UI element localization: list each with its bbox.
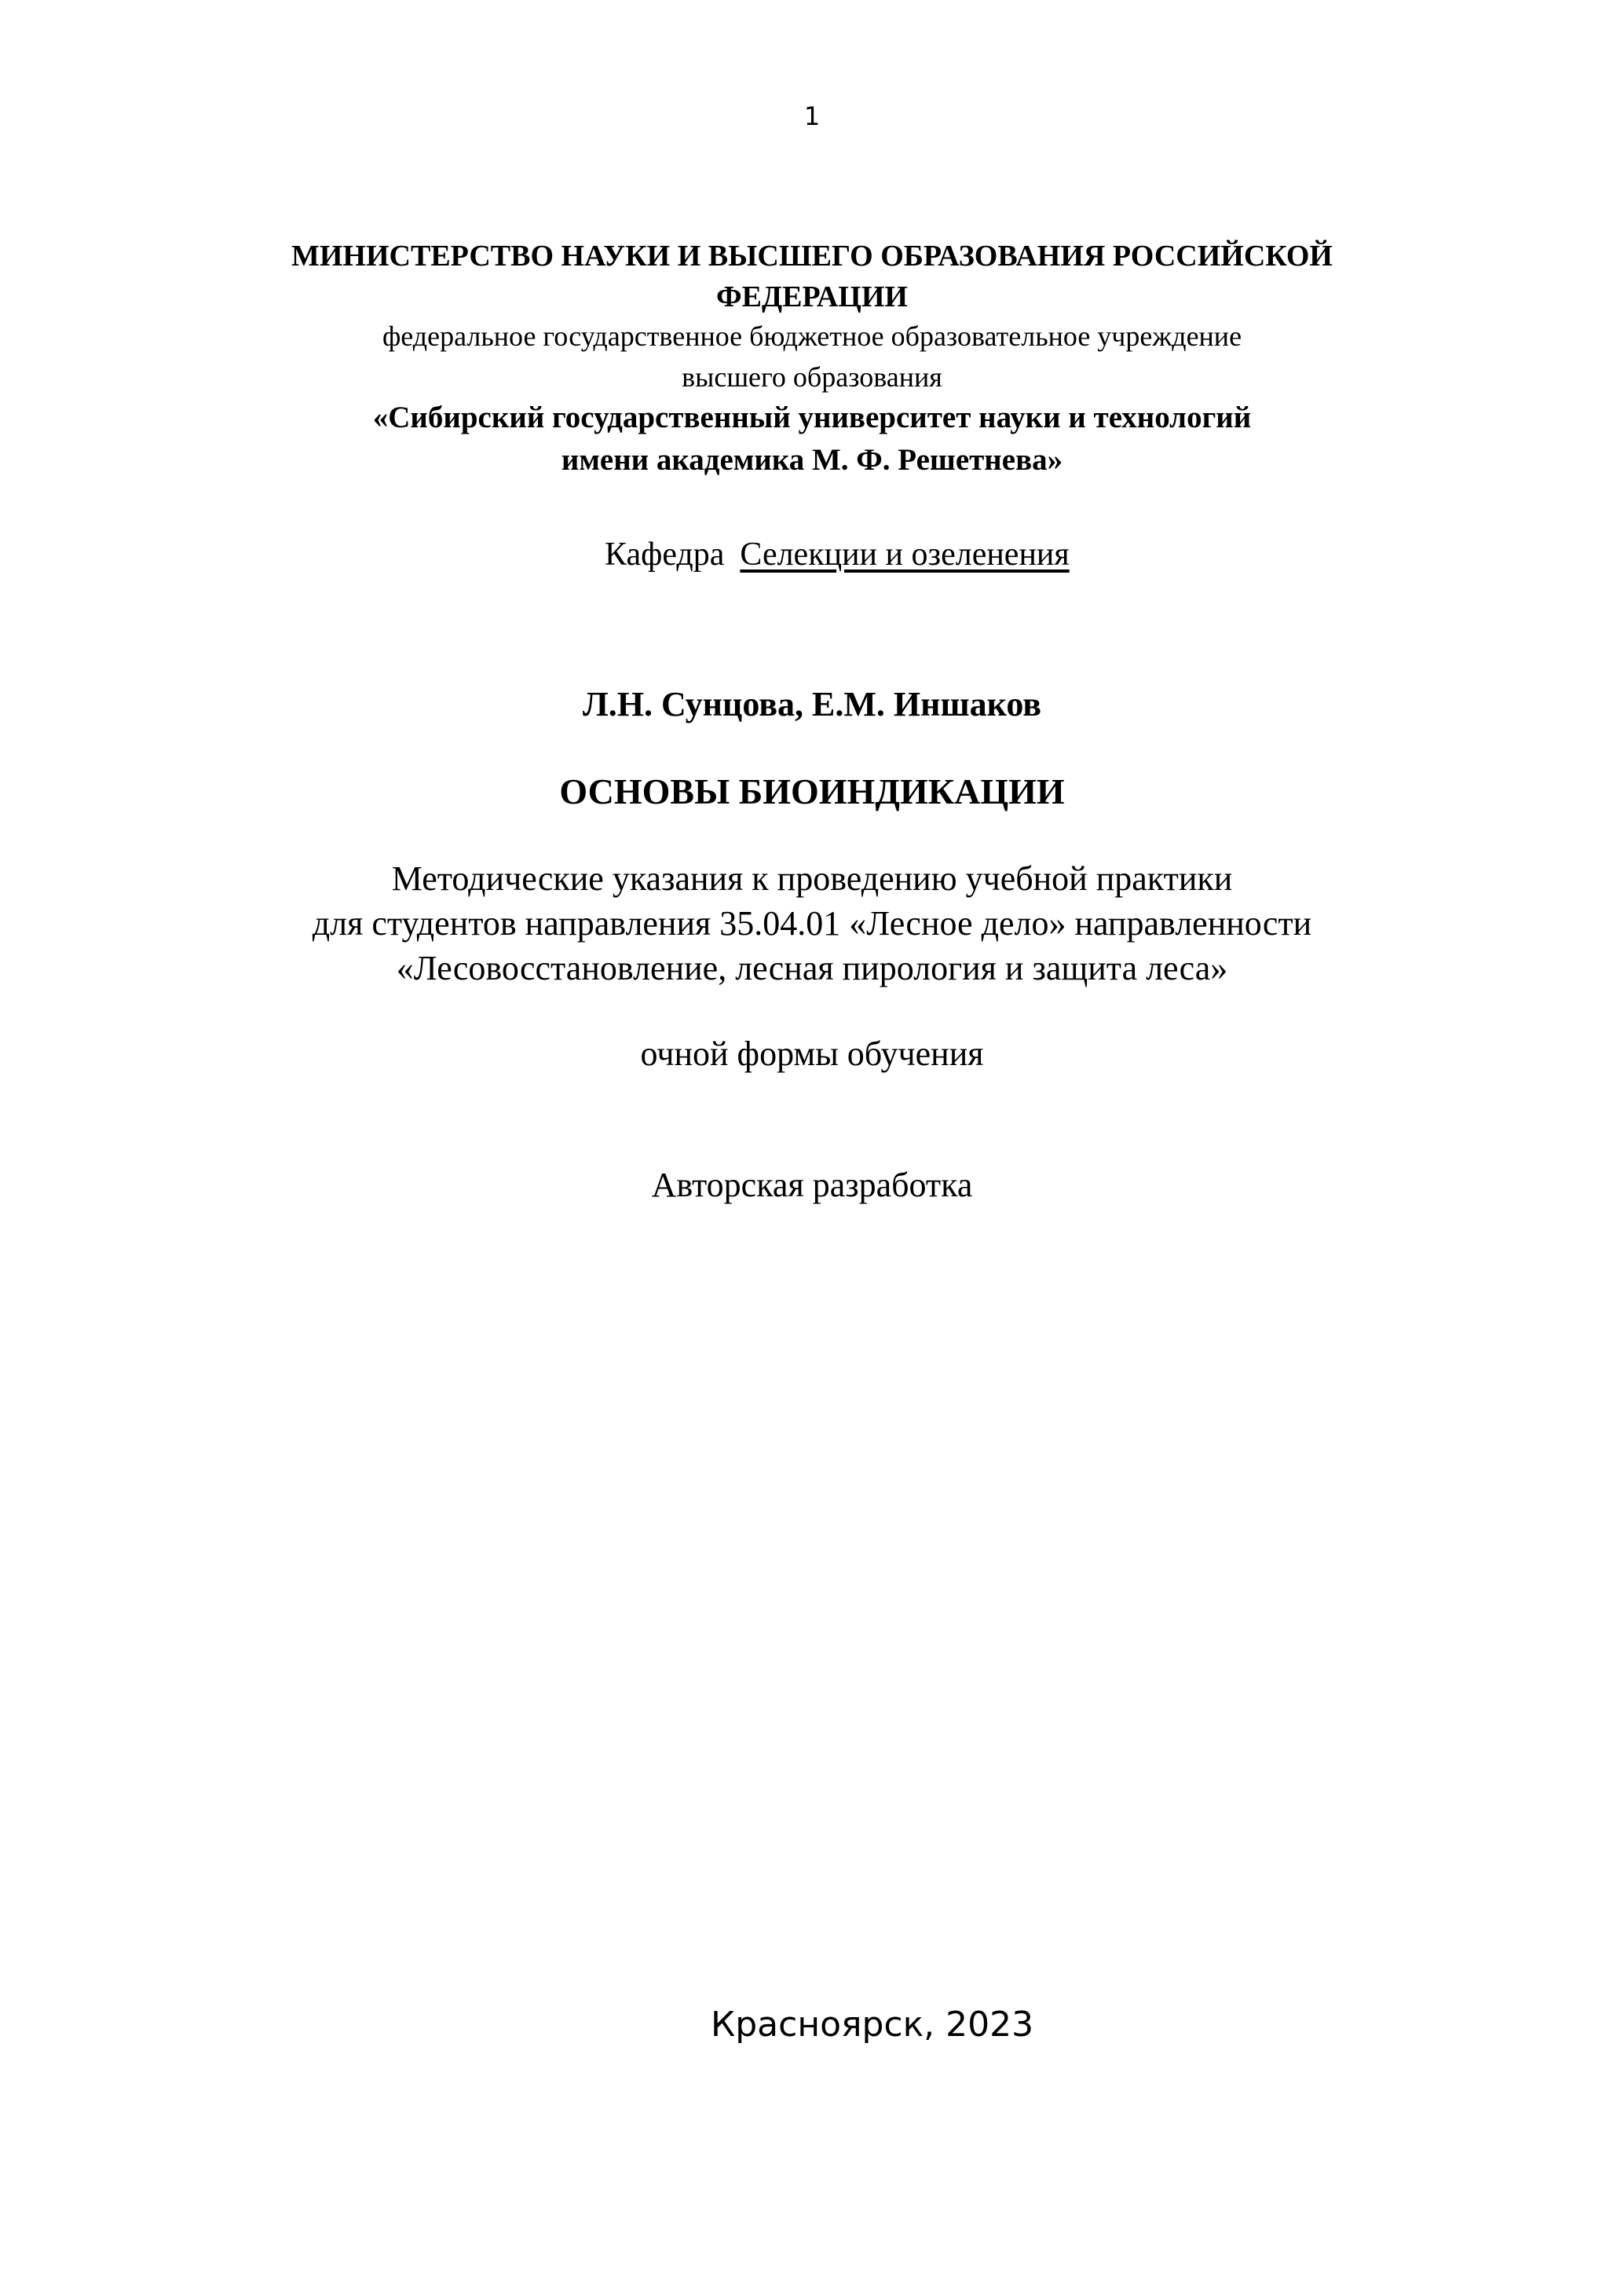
description-line-3: «Лесовосстановление, лесная пирология и защита леса»	[396, 949, 1228, 987]
department-label: Кафедра	[605, 536, 725, 573]
institution-line-1: федеральное государственное бюджетное образовательное учреждение	[382, 320, 1242, 352]
institution-line-2: высшего образования	[682, 361, 942, 393]
document-title: ОСНОВЫ БИОИНДИКАЦИИ	[559, 771, 1065, 811]
description-line-1: Методические указания к проведению учебной практики	[391, 859, 1233, 898]
institution-type	[0, 316, 1624, 397]
university-line-2: имени академика М. Ф. Решетнева»	[561, 443, 1063, 477]
document-description	[0, 856, 1624, 991]
ministry-line-1: МИНИСТЕРСТВО НАУКИ И ВЫСШЕГО ОБРАЗОВАНИЯ РОССИЙСКОЙ	[291, 240, 1333, 273]
study-form: очной формы обучения	[640, 1034, 984, 1073]
university-name	[0, 397, 1624, 482]
university-line-1: «Сибирский государственный университет науки и технологий	[372, 401, 1252, 434]
ministry-heading	[0, 236, 1624, 317]
department-name: Селекции и озеленения	[740, 536, 1070, 573]
department	[605, 533, 1070, 577]
page-number: 1	[803, 101, 821, 131]
authorship-note: Авторская разработка	[651, 1166, 973, 1204]
description-line-2: для студентов направления 35.04.01 «Лесное дело» направленности	[312, 904, 1312, 943]
ministry-line-2: ФЕДЕРАЦИИ	[716, 280, 908, 313]
city-year: Красноярск, 2023	[711, 2005, 1034, 2045]
authors: Л.Н. Сунцова, Е.М. Иншаков	[582, 685, 1042, 723]
